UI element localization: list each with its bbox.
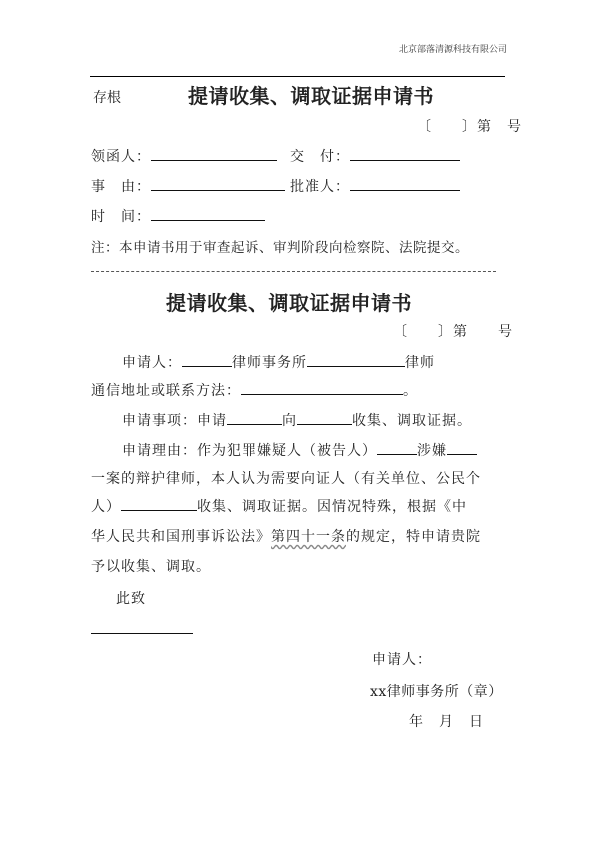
applicant-blank (182, 352, 232, 367)
request-from-blank (297, 410, 352, 425)
signature-firm-seal: xx律师事务所（章） (370, 684, 503, 700)
time-label: 时 间： (91, 209, 151, 225)
cut-line (91, 271, 496, 272)
signature-applicant: 申请人： (372, 652, 432, 668)
address-line (91, 380, 418, 400)
reason-line-3-end: 收集、调取证据。因情况特殊，根据《中 (197, 499, 467, 515)
recipient-label: 领函人： (91, 149, 151, 165)
stub-label: 存根 (93, 90, 121, 106)
form-title: 提请收集、调取证据申请书 (166, 291, 412, 315)
reason-line-3 (91, 496, 467, 516)
reason-line-4 (91, 526, 481, 546)
request-matter-suffix: 收集、调取证据。 (352, 413, 472, 429)
reason-line-4-end: 的规定，特申请贵院 (346, 529, 481, 545)
reason-law-name: 华人民共和国刑事诉讼法》 (91, 529, 271, 545)
address-suffix: 。 (403, 383, 418, 399)
matter-field (91, 176, 285, 196)
applicant-line (122, 352, 435, 372)
reason-label: 申请理由：作为犯罪嫌疑人（被告人） (122, 443, 377, 459)
delivery-field (290, 146, 460, 166)
lawyer-blank (307, 352, 405, 367)
reason-line-5: 予以收集、调取。 (91, 559, 211, 575)
reason-line-2: 一案的辩护律师，本人认为需要向证人（有关单位、公民个 (91, 471, 481, 487)
recipient-field (91, 146, 277, 166)
delivery-label: 交 付： (290, 149, 350, 165)
stub-title: 提请收集、调取证据申请书 (188, 84, 434, 108)
request-matter-mid: 向 (282, 413, 297, 429)
recipient-blank (151, 146, 277, 161)
approver-field (290, 176, 460, 196)
approver-blank (350, 176, 460, 191)
request-target-blank (227, 410, 282, 425)
reason-law-article: 第四十一条 (271, 529, 346, 545)
witness-blank (121, 496, 197, 511)
time-field (91, 206, 265, 226)
addressee-blank (91, 633, 193, 634)
closing-text: 此致 (116, 591, 146, 607)
company-name: 北京部落清源科技有限公司 (398, 45, 507, 55)
reason-line-1 (122, 440, 477, 460)
reason-line-3-start: 人） (91, 499, 121, 515)
approver-label: 批准人： (290, 179, 350, 195)
address-label: 通信地址或联系方法： (91, 383, 241, 399)
header-rule (90, 76, 505, 77)
signature-date: 年 月 日 (409, 714, 484, 730)
reason-suspected: 涉嫌 (417, 443, 447, 459)
stub-note: 注：本申请书用于审查起诉、审判阶段向检察院、法院提交。 (91, 240, 469, 256)
request-matter-label: 申请事项：申请 (122, 413, 227, 429)
delivery-blank (350, 146, 460, 161)
address-blank (241, 380, 403, 395)
request-matter-line (122, 410, 472, 430)
stub-number-line: 〔 〕第 号 (417, 119, 522, 135)
suspect-blank (377, 440, 417, 455)
applicant-suffix: 律师 (405, 355, 435, 371)
matter-label: 事 由： (91, 179, 151, 195)
applicant-prefix: 申请人： (122, 355, 182, 371)
matter-blank (151, 176, 285, 191)
applicant-firm: 律师事务所 (232, 355, 307, 371)
form-number-line: 〔 〕第 号 (393, 324, 513, 340)
charge-blank (447, 440, 477, 455)
time-blank (151, 206, 265, 221)
